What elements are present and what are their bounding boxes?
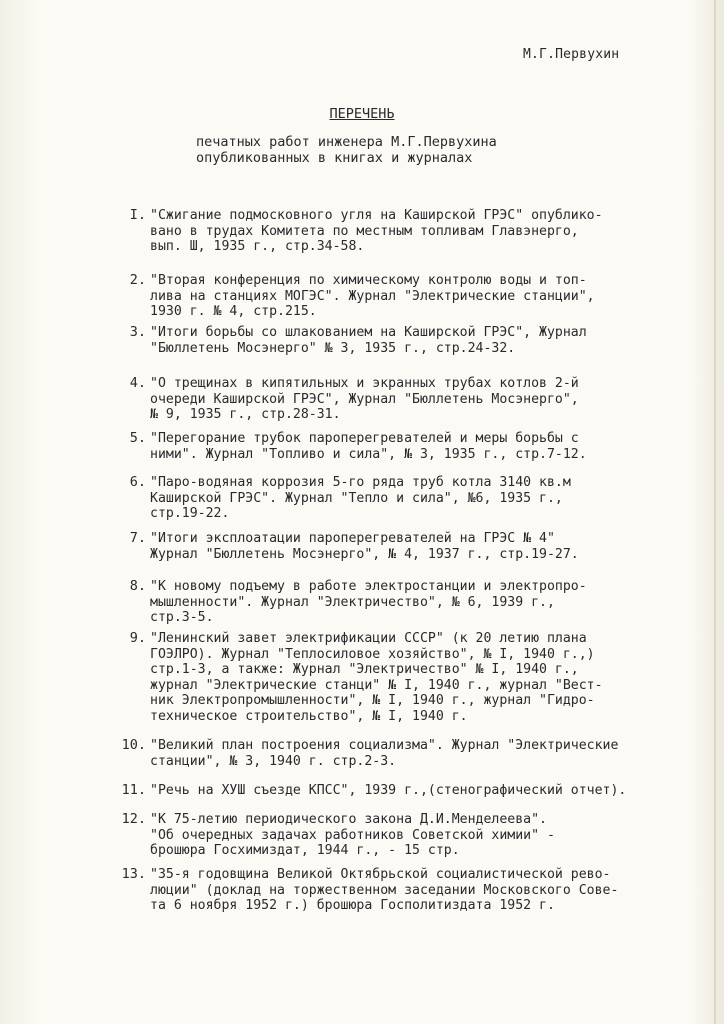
text-line: Каширской ГРЭС". Журнал "Тепло и сила", №6, 1935 г.,	[150, 490, 563, 506]
text-line: "Итоги борьбы со шлакованием на Каширской ГРЭС", Журнал	[150, 325, 587, 340]
text-line: "Паро-водяная коррозия 5-го ряда труб котла 3140 кв.м	[150, 475, 571, 490]
list-item-text	[150, 325, 587, 356]
text-line: стр.1-3, а также: Журнал "Электричество" № I, 1940 г.,	[150, 662, 579, 677]
text-line: "Великий план построения социализма". Журнал "Электрические	[150, 738, 619, 753]
paper-edge	[714, 0, 716, 1024]
text-line: ГОЭЛРО). Журнал "Теплосиловое хозяйство", № I, 1940 г.,)	[150, 646, 595, 662]
text-line: техническое строительство", № I, 1940 г.	[150, 708, 468, 724]
text-line: мышленности". Журнал "Электричество", № 6, 1939 г.,	[150, 594, 555, 610]
list-item-text	[150, 431, 587, 462]
document-subtitle	[196, 134, 497, 166]
text-line: № 9, 1935 г., стр.28-31.	[150, 407, 341, 422]
list-item	[108, 376, 579, 423]
list-item-number: 11.	[121, 782, 146, 798]
list-item-text	[150, 783, 626, 799]
text-line: "Об очередных задачах работников Советской химии" -	[150, 827, 555, 843]
list-item	[108, 273, 595, 320]
list-item	[108, 325, 587, 356]
text-line: "О трещинах в кипятильных и экранных трубах котлов 2-й	[150, 376, 579, 391]
list-item-text	[150, 631, 603, 724]
text-line: "Перегорание трубок пароперегревателей и меры борьбы с	[150, 431, 579, 446]
text-line: "Ленинский завет электрификации СССР" (к 20 летию плана	[150, 631, 587, 646]
list-item	[108, 738, 618, 769]
text-line: ник Электропромышленности", № I, 1940 г., журнал "Гидро-	[150, 693, 595, 708]
list-item-number: 2.	[129, 272, 146, 288]
list-item-number: 12.	[121, 811, 146, 827]
text-line: "Сжигание подмосковного угля на Каширской ГРЭС" опублико-	[150, 208, 603, 223]
text-line: ними". Журнал "Топливо и сила", № 3, 1935 г., стр.7-12.	[150, 446, 587, 462]
list-item	[108, 867, 618, 914]
text-line: "Вторая конференция по химическому контролю воды и топ-	[150, 273, 587, 288]
list-item-text	[150, 738, 618, 769]
list-item	[108, 431, 587, 462]
text-line: "35-я годовщина Великой Октябрьской социалистической рево-	[150, 867, 611, 882]
text-line: вып. Ш, 1935 г., стр.34-58.	[150, 239, 365, 254]
text-line: очереди Каширской ГРЭС", Журнал "Бюллетень Мосэнерго",	[150, 391, 579, 407]
text-line: 1930 г. № 4, стр.215.	[150, 304, 317, 319]
text-line: "Итоги эксплоатации пароперегревателей на ГРЭС № 4"	[150, 531, 555, 546]
list-item	[108, 783, 626, 799]
list-item-text	[150, 812, 555, 859]
list-item	[108, 812, 555, 859]
text-line: "Речь на ХУШ съезде КПСС", 1939 г.,(стенографический отчет).	[150, 783, 627, 798]
text-line: станции", № 3, 1940 г. стр.2-3.	[150, 753, 397, 769]
list-item-number: 3.	[129, 324, 146, 340]
text-line: "К 75-летию периодического закона Д.И.Менделеева".	[150, 812, 547, 827]
text-line: лива на станциях МОГЭС". Журнал "Электрические станции",	[150, 288, 595, 304]
text-line: "К новому подъему в работе электростанции и электропро-	[150, 579, 587, 594]
text-line: стр.19-22.	[150, 506, 230, 521]
list-item-number: 13.	[121, 866, 146, 882]
list-item-text	[150, 867, 618, 914]
list-item	[108, 531, 579, 562]
text-line: "Бюллетень Мосэнерго" № 3, 1935 г., стр.24-32.	[150, 340, 516, 356]
list-item-number: I.	[129, 207, 146, 223]
subtitle-line: опубликованных в книгах и журналах	[196, 150, 473, 166]
list-item-text	[150, 475, 571, 522]
text-line: вано в трудах Комитета по местным топливам Главэнерго,	[150, 223, 579, 239]
text-line: люции" (доклад на торжественном заседании Московского Сове-	[150, 882, 619, 898]
list-item-text	[150, 531, 579, 562]
list-item-text	[150, 579, 587, 626]
list-item-text	[150, 273, 595, 320]
list-item-number: 10.	[121, 737, 146, 753]
list-item-number: 5.	[129, 430, 146, 446]
document-title: ПЕРЕЧЕНЬ	[329, 106, 395, 122]
text-line: Журнал "Бюллетень Мосэнерго", № 4, 1937 г., стр.19-27.	[150, 546, 579, 562]
list-item-number: 8.	[129, 578, 146, 594]
author-name: М.Г.Первухин	[523, 47, 620, 62]
list-item	[108, 208, 603, 255]
list-item-number: 4.	[129, 375, 146, 391]
list-item	[108, 475, 571, 522]
list-item-text	[150, 376, 579, 423]
text-line: журнал "Электрические станци" № I, 1940 г., журнал "Вест-	[150, 677, 603, 693]
list-item	[108, 579, 587, 626]
text-line: брошюра Госхимиздат, 1944 г., - 15 стр.	[150, 843, 460, 858]
list-item	[108, 631, 603, 724]
list-item-number: 7.	[129, 530, 146, 546]
list-item-number: 6.	[129, 474, 146, 490]
text-line: стр.3-5.	[150, 610, 214, 625]
subtitle-line: печатных работ инженера М.Г.Первухина	[196, 134, 497, 150]
list-item-number: 9.	[129, 630, 146, 646]
text-line: та 6 ноября 1952 г.) брошюра Госполитиздата 1952 г.	[150, 898, 555, 913]
list-item-text	[150, 208, 603, 255]
